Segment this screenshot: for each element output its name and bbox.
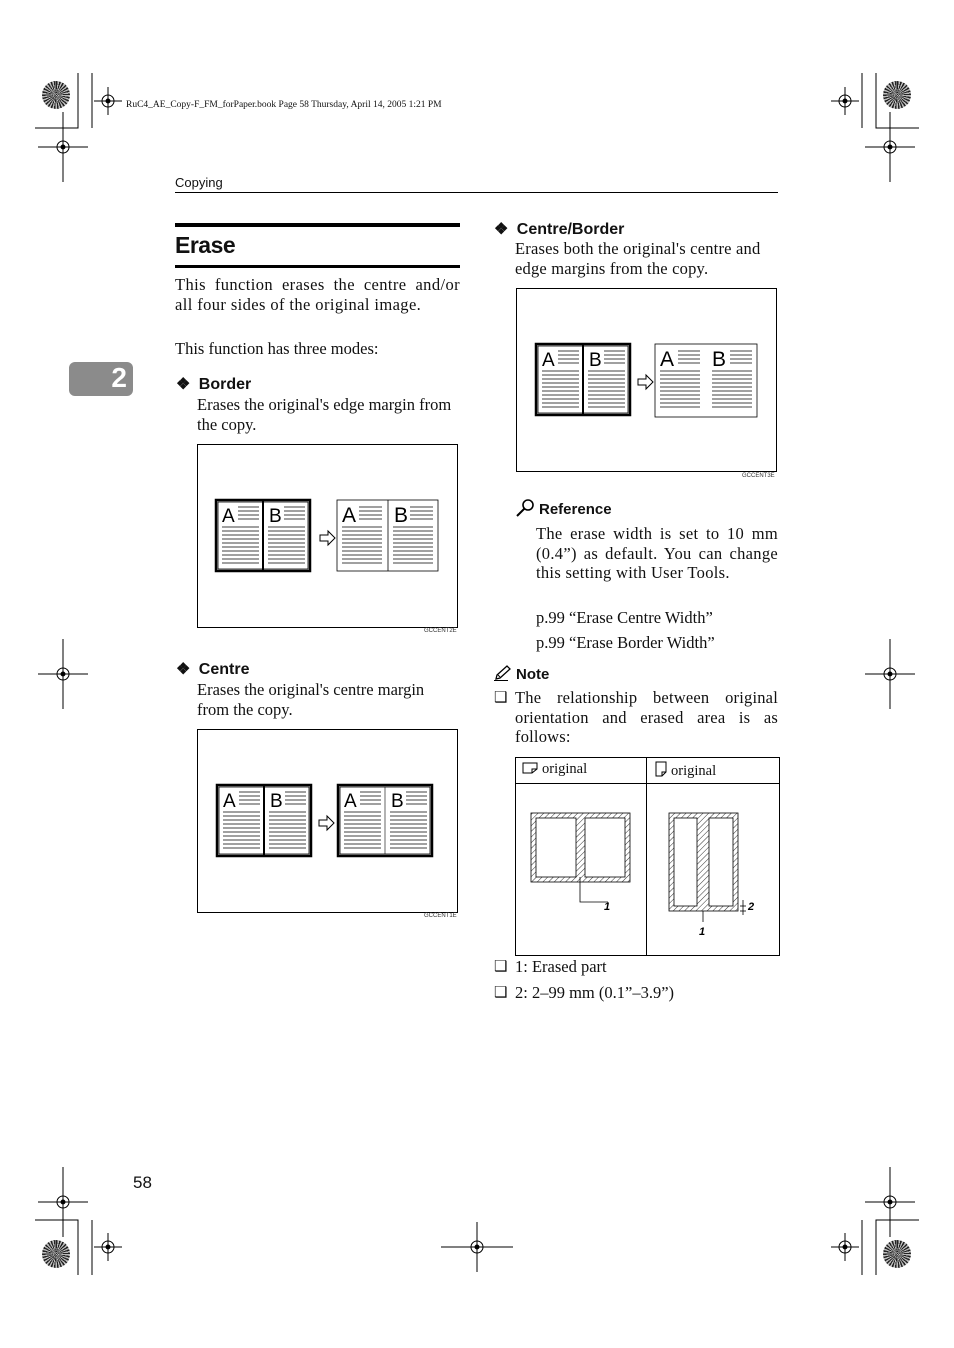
portrait-label: original bbox=[671, 763, 717, 779]
border-heading-label: Border bbox=[198, 376, 252, 393]
border-description: Erases the original's edge margin from the copy. bbox=[197, 395, 452, 434]
title-bottom-rule bbox=[175, 265, 460, 268]
checkbox-icon: ❑ bbox=[494, 985, 508, 1001]
pencil-icon bbox=[494, 665, 512, 681]
reference-link-2[interactable]: p.99 “Erase Border Width” bbox=[536, 633, 715, 652]
file-info: RuC4_AE_Copy-F_FM_forPaper.book Page 58 Thursday, April 14, 2005 1:21 PM bbox=[126, 100, 442, 110]
legend-erased-part: 1: Erased part bbox=[515, 957, 607, 976]
note-body: The relationship between original orientation and erased area is as follows: bbox=[515, 688, 778, 746]
figure-letter-b: B bbox=[270, 791, 283, 812]
border-illustration bbox=[198, 445, 457, 627]
header-rule bbox=[175, 192, 778, 193]
centre-illustration bbox=[198, 730, 457, 912]
centre-heading bbox=[176, 659, 249, 679]
intro-modes-line: This function has three modes: bbox=[175, 339, 379, 358]
intro-paragraph: This function erases the centre and/or all four sides of the original image. bbox=[175, 275, 460, 314]
centre-figure bbox=[197, 729, 458, 913]
table-header-portrait bbox=[647, 758, 780, 784]
figure-letter-b: B bbox=[589, 350, 602, 371]
diamond-icon: ❖ bbox=[494, 221, 509, 238]
centre-border-illustration bbox=[517, 289, 776, 471]
callout-1: 1 bbox=[604, 901, 611, 913]
page-number: 58 bbox=[133, 1173, 152, 1192]
figure-letter-b: B bbox=[712, 348, 727, 371]
figure-letter-a: A bbox=[542, 350, 555, 371]
note-heading bbox=[494, 665, 549, 684]
table-header-landscape bbox=[516, 758, 647, 784]
chapter-tab bbox=[69, 362, 133, 396]
landscape-label: original bbox=[542, 761, 588, 777]
figure-letter-b: B bbox=[394, 504, 409, 527]
figure-letter-a: A bbox=[222, 506, 235, 527]
landscape-original-icon bbox=[522, 762, 538, 774]
figure-letter-a: A bbox=[223, 791, 236, 812]
page-title: Erase bbox=[175, 232, 236, 258]
figure-letter-a: A bbox=[344, 791, 357, 812]
figure-letter-a: A bbox=[342, 504, 357, 527]
magnifier-icon bbox=[515, 499, 535, 517]
landscape-erase-diagram bbox=[516, 784, 646, 950]
centre-border-heading-label: Centre/Border bbox=[516, 221, 625, 238]
reference-body: The erase width is set to 10 mm (0.4”) as default. You can change this setting with User Tools. bbox=[536, 524, 778, 582]
reference-heading bbox=[515, 499, 612, 519]
diamond-icon: ❖ bbox=[176, 376, 191, 393]
border-figure-code: GCCENT2E bbox=[424, 628, 457, 634]
checkbox-icon: ❑ bbox=[494, 690, 508, 706]
title-top-rule bbox=[175, 223, 460, 227]
callout-2: 2 bbox=[748, 901, 755, 913]
border-heading bbox=[176, 374, 251, 394]
orientation-table bbox=[515, 757, 780, 956]
centre-border-figure bbox=[516, 288, 777, 472]
diamond-icon: ❖ bbox=[176, 661, 191, 678]
centre-border-description: Erases both the original's centre and edge margins from the copy. bbox=[515, 239, 761, 278]
centre-heading-label: Centre bbox=[198, 661, 250, 678]
legend-range: 2: 2–99 mm (0.1”–3.9”) bbox=[515, 983, 675, 1002]
checkbox-icon: ❑ bbox=[494, 959, 508, 975]
centre-border-figure-code: GCCENT3E bbox=[742, 473, 775, 479]
callout-1: 1 bbox=[699, 926, 706, 938]
reference-link-1[interactable]: p.99 “Erase Centre Width” bbox=[536, 608, 713, 627]
centre-figure-code: GCCENT1E bbox=[424, 913, 457, 919]
portrait-erase-diagram bbox=[647, 784, 779, 950]
centre-description: Erases the original's centre margin from the copy. bbox=[197, 680, 425, 719]
chapter-number: 2 bbox=[111, 362, 127, 393]
portrait-diagram-cell bbox=[647, 784, 780, 956]
reference-label: Reference bbox=[539, 501, 612, 518]
running-header: Copying bbox=[175, 175, 223, 190]
note-label: Note bbox=[516, 666, 550, 683]
figure-letter-b: B bbox=[269, 506, 282, 527]
border-figure bbox=[197, 444, 458, 628]
portrait-original-icon bbox=[655, 761, 667, 777]
landscape-diagram-cell bbox=[516, 784, 647, 956]
figure-letter-a: A bbox=[660, 348, 675, 371]
figure-letter-b: B bbox=[391, 791, 404, 812]
centre-border-heading bbox=[494, 219, 624, 239]
